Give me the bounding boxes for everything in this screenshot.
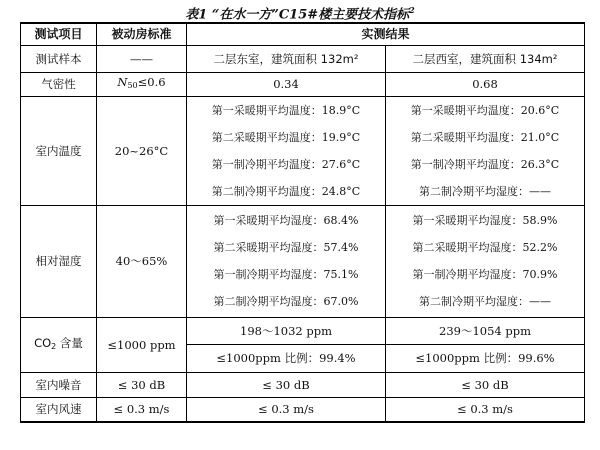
airtight-standard [97,72,187,96]
caption-sup: 2 [409,5,415,15]
temp-east-2: 第二采暖期平均温度：19.9°C [211,130,361,144]
wind-standard: ≤ 0.3 m/s [97,397,187,422]
technical-indicators-table [20,22,585,423]
airtight-west: 0.68 [386,72,585,96]
temp-west-2: 第二采暖期平均温度：21.0°C [410,130,560,144]
noise-east: ≤ 30 dB [187,372,386,397]
temp-east [187,96,386,205]
co2-east-range: 198～1032 ppm [187,317,386,344]
caption-suffix: ”C15#楼主要技术指标 [271,7,410,23]
noise-west: ≤ 30 dB [386,372,585,397]
temp-east-3: 第一制冷期平均温度：27.6°C [211,157,361,171]
noise-label: 室内噪音 [21,372,97,397]
co2-east-ratio: ≤1000ppm 比例：99.4% [187,344,386,372]
humidity-west-2: 第二采暖期平均湿度：52.2% [412,241,558,254]
co2-label-sub: 2 [51,341,57,351]
row-wind [21,397,585,422]
airtight-std-rest: ≤0.6 [137,75,166,89]
humidity-east-4: 第二制冷期平均湿度：67.0% [213,295,359,308]
temp-east-1: 第一采暖期平均温度：18.9°C [211,103,361,117]
row-airtight [21,72,585,96]
temp-west-3: 第一制冷期平均温度：26.3°C [410,157,560,171]
co2-west-range: 239～1054 ppm [386,317,585,344]
row-temperature [21,96,585,205]
humidity-west-4: 第二制冷期平均湿度：—— [419,295,551,308]
sample-standard: —— [97,45,187,72]
co2-label-post: 含量 [56,335,83,350]
temp-standard: 20~26°C [97,96,187,205]
header-standard: 被动房标准 [97,23,187,45]
sample-east: 二层东室，建筑面积 132m² [187,45,386,72]
temp-label: 室内温度 [21,96,97,205]
humidity-east-2: 第二采暖期平均湿度：57.4% [213,241,359,254]
co2-west-ratio: ≤1000ppm 比例：99.6% [386,344,585,372]
co2-label [21,317,97,372]
caption-prefix: 表1 “ [185,7,220,23]
caption-title: 在水一方 [219,7,272,23]
humidity-label: 相对湿度 [21,205,97,317]
humidity-west [386,205,585,317]
table-caption [0,0,600,22]
airtight-east: 0.34 [187,72,386,96]
temp-west [386,96,585,205]
sample-west: 二层西室，建筑面积 134m² [386,45,585,72]
co2-standard: ≤1000 ppm [97,317,187,372]
humidity-east [187,205,386,317]
row-humidity [21,205,585,317]
airtight-label: 气密性 [21,72,97,96]
co2-label-pre: CO [34,335,52,350]
row-co2-range [21,317,585,344]
wind-label: 室内风速 [21,397,97,422]
temp-west-4: 第二制冷期平均湿度：—— [419,184,551,198]
header-results: 实测结果 [187,23,585,45]
humidity-east-1: 第一采暖期平均湿度：68.4% [213,214,359,227]
row-noise [21,372,585,397]
noise-standard: ≤ 30 dB [97,372,187,397]
header-row [21,23,585,45]
wind-east: ≤ 0.3 m/s [187,397,386,422]
humidity-standard: 40～65% [97,205,187,317]
sample-label: 测试样本 [21,45,97,72]
row-sample [21,45,585,72]
airtight-sub: 50 [127,81,138,90]
humidity-west-1: 第一采暖期平均湿度：58.9% [412,214,558,227]
humidity-west-3: 第一制冷期平均湿度：70.9% [412,268,558,281]
temp-east-4: 第二制冷期平均温度：24.8°C [211,184,361,198]
header-item: 测试项目 [21,23,97,45]
humidity-east-3: 第一制冷期平均湿度：75.1% [213,268,359,281]
airtight-n: N [117,75,128,89]
temp-west-1: 第一采暖期平均温度：20.6°C [410,103,560,117]
wind-west: ≤ 0.3 m/s [386,397,585,422]
